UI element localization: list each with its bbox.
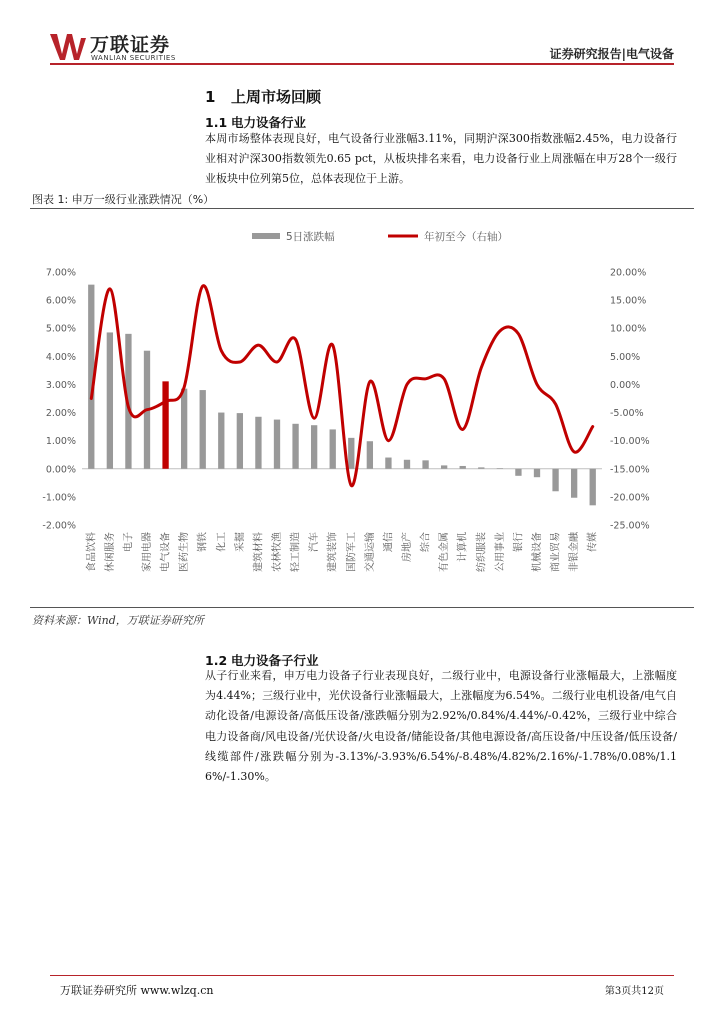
category-label: 轻工制造 [290,532,302,572]
bar [590,469,596,506]
left-tick-label: 0.00% [45,464,76,476]
category-label: 交通运输 [364,532,376,572]
bar [107,332,113,468]
bar [441,465,447,468]
legend-line-label: 年初至今（右轴） [424,231,508,243]
bar [292,424,298,469]
industry-chart [30,212,694,604]
category-label: 医药生物 [179,532,191,572]
category-label: 通信 [383,532,395,552]
category-label: 化工 [216,532,228,552]
category-label: 银行 [513,532,525,552]
bar [330,429,336,468]
section-title: 上周市场回顾 [231,88,322,106]
right-tick-label: -15.00% [610,464,650,476]
logo-cn-text: 万联证券 [90,34,171,56]
legend-bar-label: 5日涨跌幅 [286,231,335,243]
left-tick-label: 3.00% [45,379,76,391]
footer-divider [50,975,674,976]
left-axis-ticks [42,268,76,532]
category-label: 非银金融 [569,532,581,572]
category-labels [84,531,598,572]
category-label: 公用事业 [494,532,506,572]
logo-mark-icon [50,32,86,62]
bar [311,425,317,469]
subsection-title: 电力设备行业 [231,115,307,130]
left-tick-label: 6.00% [45,295,76,307]
paragraph-1-1: 本周市场整体表现良好，电气设备行业涨幅3.11%，同期沪深300指数涨幅2.45%，电力设备行业相对沪深300指数领先0.65 pct，从板块排名来看，电力设备行业上周涨幅在申万28个一级行业板块中位列第5位，总体表现位于上游。 [205,132,677,186]
bar-series [88,285,596,506]
category-label: 休闲服务 [104,532,116,572]
bar [274,420,280,469]
category-label: 建筑材料 [253,532,265,572]
footer-org: 万联证券研究所 www.wlzq.cn [60,984,214,997]
bar [162,381,168,468]
section-heading-1 [205,86,321,107]
right-tick-label: -20.00% [610,492,650,504]
bar [181,389,187,469]
left-tick-label: 7.00% [45,267,76,279]
bar [404,460,410,469]
bar [385,458,391,469]
bar [218,413,224,469]
figure-bottom-rule [30,607,694,608]
right-tick-label: 5.00% [610,351,641,363]
category-label: 纺织服装 [476,532,488,572]
right-tick-label: -5.00% [610,408,644,420]
category-label: 综合 [420,532,432,552]
bar [200,390,206,469]
bar [348,438,354,469]
report-category: 证券研究报告|电气设备 [549,47,674,61]
figure-title: 图表 1: 申万一级行业涨跌情况（%） [32,193,215,206]
logo-en-text: WANLIAN SECURITIES [91,54,176,62]
company-logo [50,30,210,64]
category-label: 有色金属 [439,532,451,572]
left-tick-label: 5.00% [45,323,76,335]
category-label: 电气设备 [160,532,172,572]
bar [515,469,521,476]
subsection-number: 1.2 [205,653,228,668]
category-label: 钢铁 [197,532,209,552]
category-label: 农林牧渔 [272,532,283,572]
paragraph-1-2: 从子行业来看，申万电力设备子行业表现良好，二级行业中，电源设备行业涨幅最大，上涨幅度为4.44%；三级行业中，光伏设备行业涨幅最大，上涨幅度为6.54%。二级行业电机设备/电气自动化设备/电源设备/高低压设备/涨跌幅分别为2.92%/0.84%/4.44%/-0.42%，三级行业中综合电力设备商/风电设备/光伏设备/火电设备/储能设备/其他电源设备/高压设备/中压设备/低压设备/线缆部件/涨跌幅分别为-3.13%/-3.93%/6.54%/-8.48%/4.82%/2.16%/-1.78%/0.08%/1.16%/-1.30%。 [205,669,677,784]
bar [422,460,428,468]
category-label: 电子 [123,532,135,552]
category-label: 计算机 [457,532,469,562]
category-label: 建筑装饰 [327,532,339,572]
left-tick-label: 2.00% [45,408,76,420]
chart-legend [252,230,508,243]
category-label: 采掘 [234,532,246,552]
header-divider [50,63,674,65]
left-tick-label: 1.00% [45,436,76,448]
category-label: 食品饮料 [86,532,98,572]
right-tick-label: 15.00% [610,295,647,307]
bar [534,469,540,477]
left-tick-label: -2.00% [42,520,76,532]
bar [460,466,466,469]
figure-top-rule [30,208,694,209]
bar [237,413,243,469]
bar [552,469,558,491]
bar [478,467,484,468]
subsection-number: 1.1 [205,115,228,130]
right-tick-label: 10.00% [610,323,647,335]
page-number: 第3页共12页 [604,986,664,997]
category-label: 传媒 [587,532,599,552]
right-tick-label: 20.00% [610,267,647,279]
category-label: 家用电器 [142,532,153,572]
right-tick-label: 0.00% [610,379,641,391]
section-number: 1 [205,88,216,106]
category-label: 汽车 [309,532,321,552]
figure-source: 资料来源：Wind，万联证券研究所 [32,614,204,627]
category-label: 商业贸易 [550,532,562,572]
category-label: 房地产 [402,532,413,562]
bar [367,441,373,469]
left-tick-label: -1.00% [42,492,76,504]
bar [571,469,577,498]
right-tick-label: -10.00% [610,436,650,448]
bar [255,417,261,469]
right-axis-ticks [610,268,650,532]
bar [497,468,503,469]
category-label: 国防军工 [346,532,358,572]
right-tick-label: -25.00% [610,520,650,532]
subsection-title: 电力设备子行业 [231,653,319,668]
category-label: 机械设备 [532,532,543,572]
left-tick-label: 4.00% [45,351,76,363]
legend-bar-swatch [252,233,280,239]
